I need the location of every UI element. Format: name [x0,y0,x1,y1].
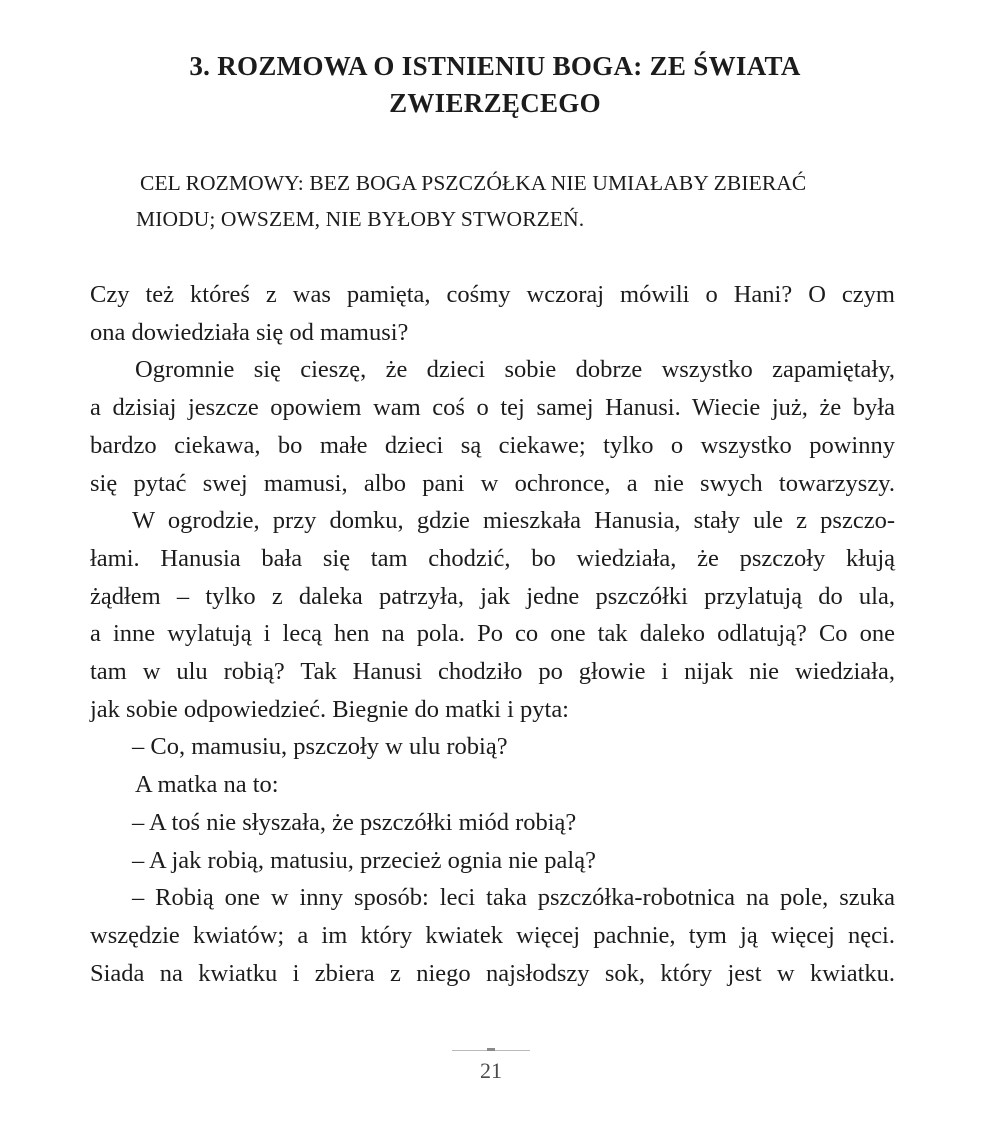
conversation-goal [136,165,896,237]
text-line: Ogromnie się cieszę, że dzieci sobie dobrze wszystko zapamiętały, [135,356,895,384]
page-number: 21 [480,1058,502,1083]
chapter-title-line-2: ZWIERZĘCEGO [389,88,601,118]
dialogue-line: – Robią one w inny sposób: leci taka pszczółka-robotnica na pole, szuka [132,884,895,912]
text-line: jak sobie odpowiedzieć. Biegnie do matki i pyta: [90,695,569,723]
footer-divider [452,1050,530,1051]
text-line: tam w ulu robią? Tak Hanusi chodziło po głowie i nijak nie wiedziała, [90,658,895,686]
text-line: wszędzie kwiatów; a im który kwiatek więcej pachnie, tym ją więcej nęci. [90,921,895,949]
chapter-title [90,48,900,122]
dialogue-line: – Co, mamusiu, pszczoły w ulu robią? [132,733,508,761]
goal-line-2: MIODU; OWSZEM, NIE BYŁOBY STWORZEŃ. [136,207,585,231]
text-line: bardzo ciekawa, bo małe dzieci są ciekawe; tylko o wszystko powinny [90,431,895,459]
text-line: ona dowiedziała się od mamusi? [90,318,409,346]
text-line: Siada na kwiatku i zbiera z niego najsłodszy sok, który jest w kwiatku. [90,959,895,987]
text-line: Czy też któreś z was pamięta, cośmy wczoraj mówili o Hani? O czym [90,281,895,308]
body-text [90,276,895,992]
text-line: W ogrodzie, przy domku, gdzie mieszkała Hanusia, stały ule z pszczo- [132,507,895,535]
text-line: żądłem – tylko z daleka patrzyła, jak jedne pszczółki przylatują do ula, [90,582,895,610]
page-footer [452,1050,530,1083]
text-line: A matka na to: [135,771,279,799]
text-line: łami. Hanusia bała się tam chodzić, bo wiedziała, że pszczoły kłują [90,544,895,572]
chapter-title-line-1: 3. ROZMOWA O ISTNIENIU BOGA: ZE ŚWIATA [189,51,801,81]
text-line: a dzisiaj jeszcze opowiem wam coś o tej samej Hanusi. Wiecie już, że była [90,394,895,422]
dialogue-line: – A toś nie słyszała, że pszczółki miód robią? [132,808,577,836]
text-line: a inne wylatują i lecą hen na pola. Po co one tak daleko odlatują? Co one [90,620,895,648]
text-line: się pytać swej mamusi, albo pani w ochronce, a nie swych towarzyszy. [90,469,895,497]
dialogue-line: – A jak robią, matusiu, przecież ognia nie palą? [132,846,596,874]
goal-line-1: CEL ROZMOWY: BEZ BOGA PSZCZÓŁKA NIE UMIAŁABY ZBIERAĆ [140,171,807,195]
